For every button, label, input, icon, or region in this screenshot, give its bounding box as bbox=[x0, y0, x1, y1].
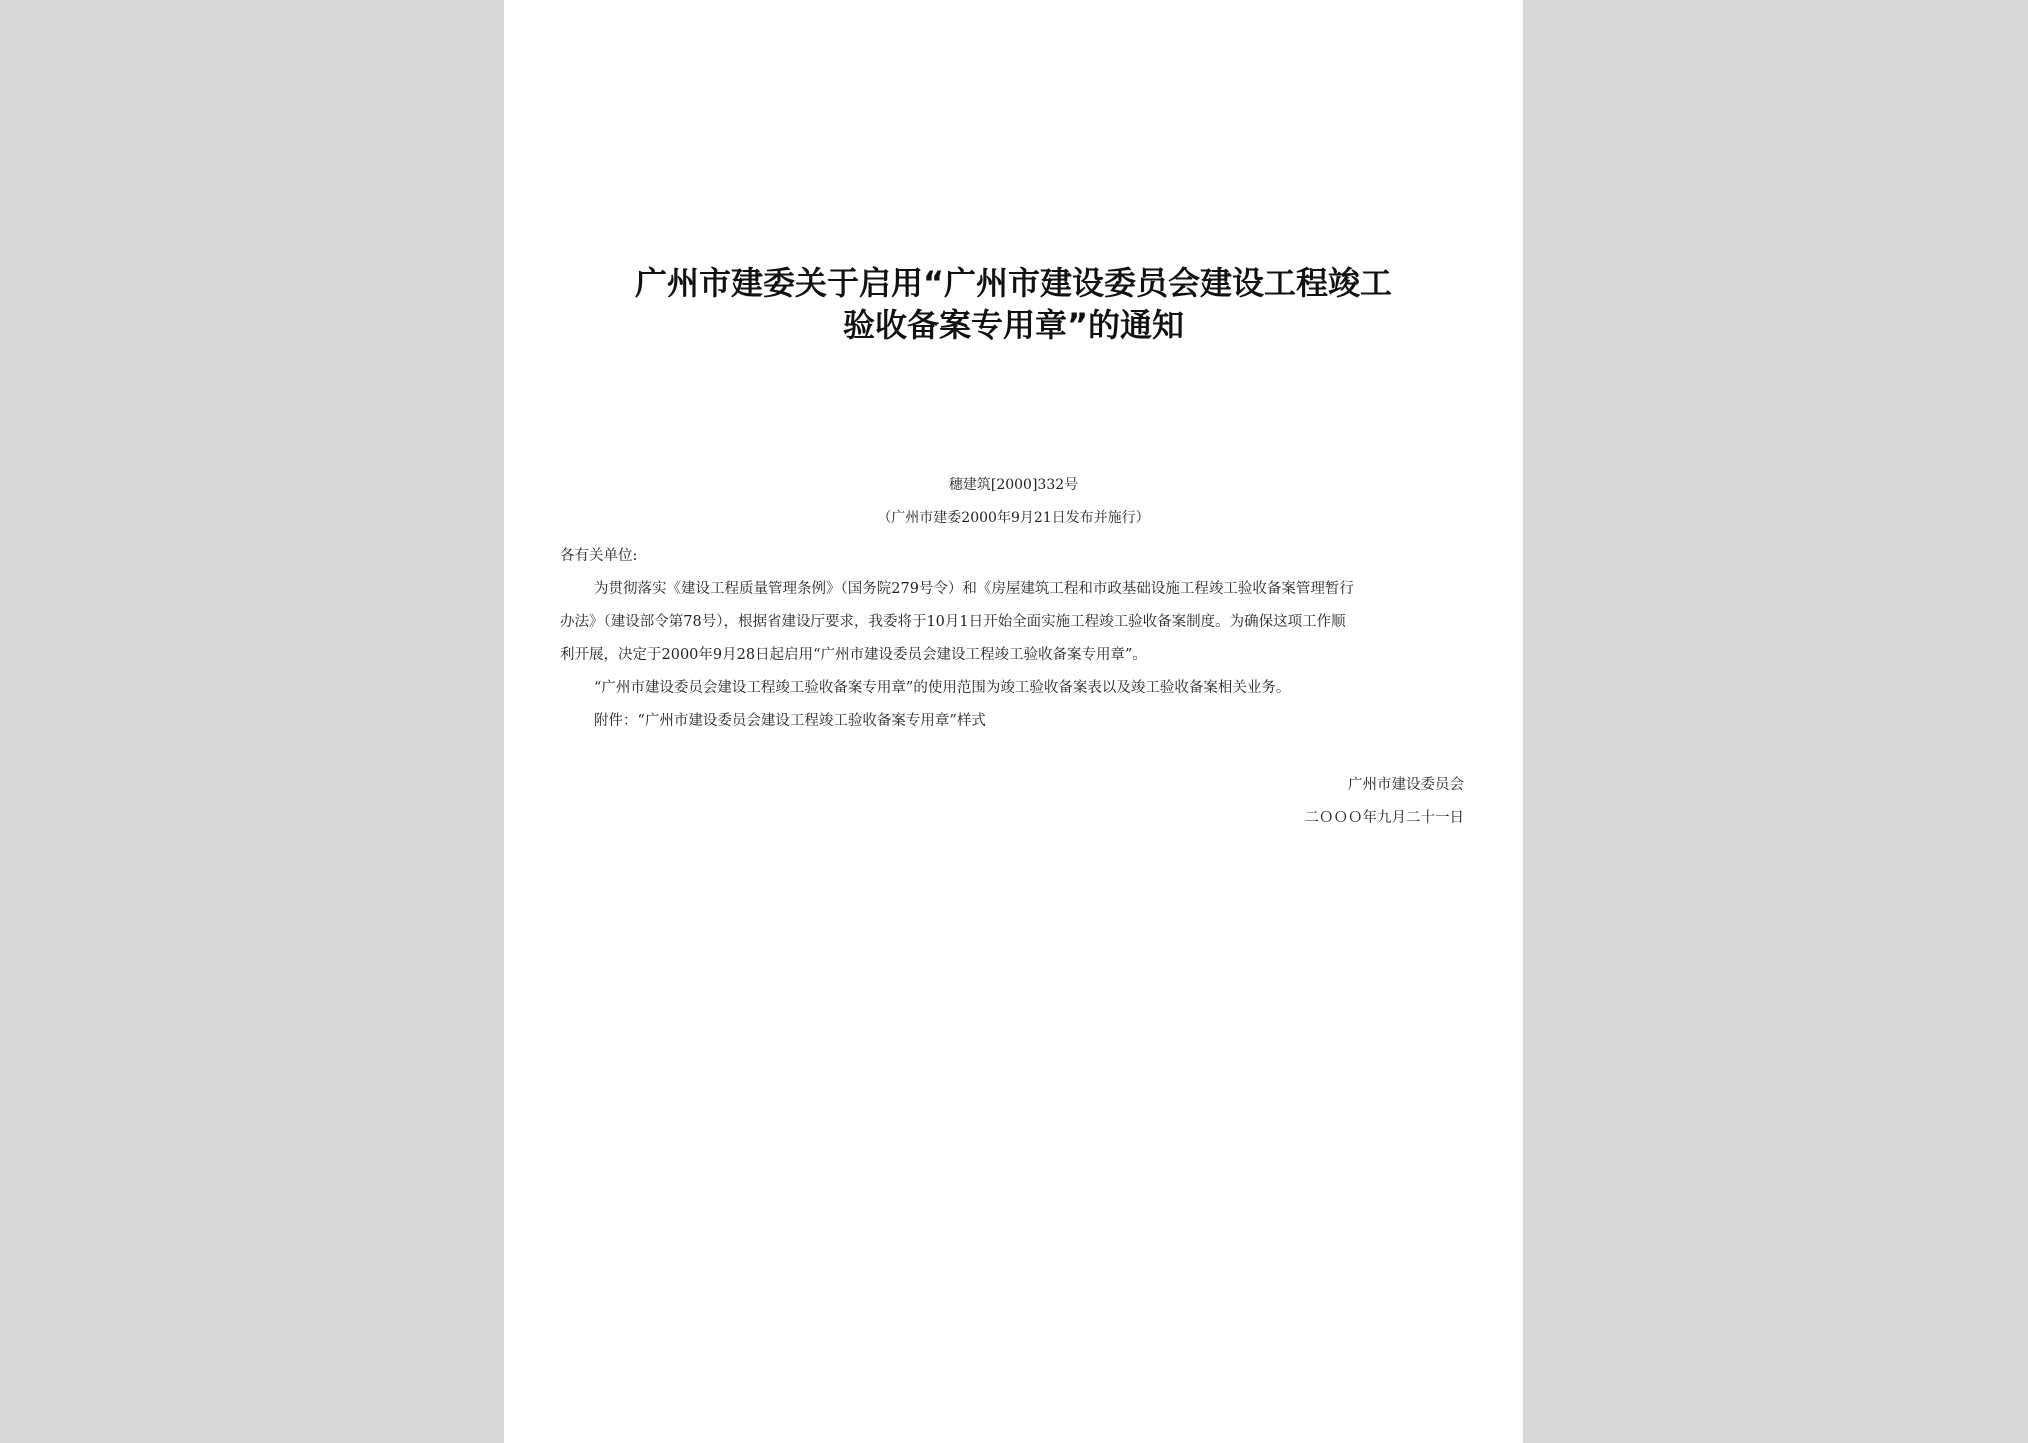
paragraph-1-line-3: 利开展，决定于2000年9月28日起启用“广州市建设委员会建设工程竣工验收备案专用章”。 bbox=[560, 647, 1147, 663]
document-page bbox=[504, 0, 1523, 1443]
paragraph-1-line-1: 为贯彻落实《建设工程质量管理条例》（国务院279号令）和《房屋建筑工程和市政基础设施工程竣工验收备案管理暂行 bbox=[594, 581, 1354, 597]
signature-organization: 广州市建设委员会 bbox=[1348, 777, 1464, 793]
document-title bbox=[504, 262, 1523, 346]
document-number: 穗建筑[2000]332号 bbox=[948, 477, 1079, 493]
salutation: 各有关单位: bbox=[560, 548, 638, 564]
document-body bbox=[560, 540, 1464, 738]
attachment-line: 附件：“广州市建设委员会建设工程竣工验收备案专用章”样式 bbox=[594, 713, 986, 729]
signature-date: 二ＯＯＯ年九月二十一日 bbox=[1304, 810, 1464, 826]
paragraph-2: “广州市建设委员会建设工程竣工验收备案专用章”的使用范围为竣工验收备案表以及竣工验收备案相关业务。 bbox=[594, 680, 1291, 696]
issued-note: （广州市建委2000年9月21日发布并施行） bbox=[877, 510, 1150, 526]
title-line-2: 验收备案专用章”的通知 bbox=[842, 306, 1185, 344]
paragraph-1-line-2: 办法》（建设部令第78号），根据省建设厅要求，我委将于10月1日开始全面实施工程竣工验收备案制度。为确保这项工作顺 bbox=[560, 614, 1346, 630]
title-line-1: 广州市建委关于启用“广州市建设委员会建设工程竣工 bbox=[634, 264, 1393, 302]
